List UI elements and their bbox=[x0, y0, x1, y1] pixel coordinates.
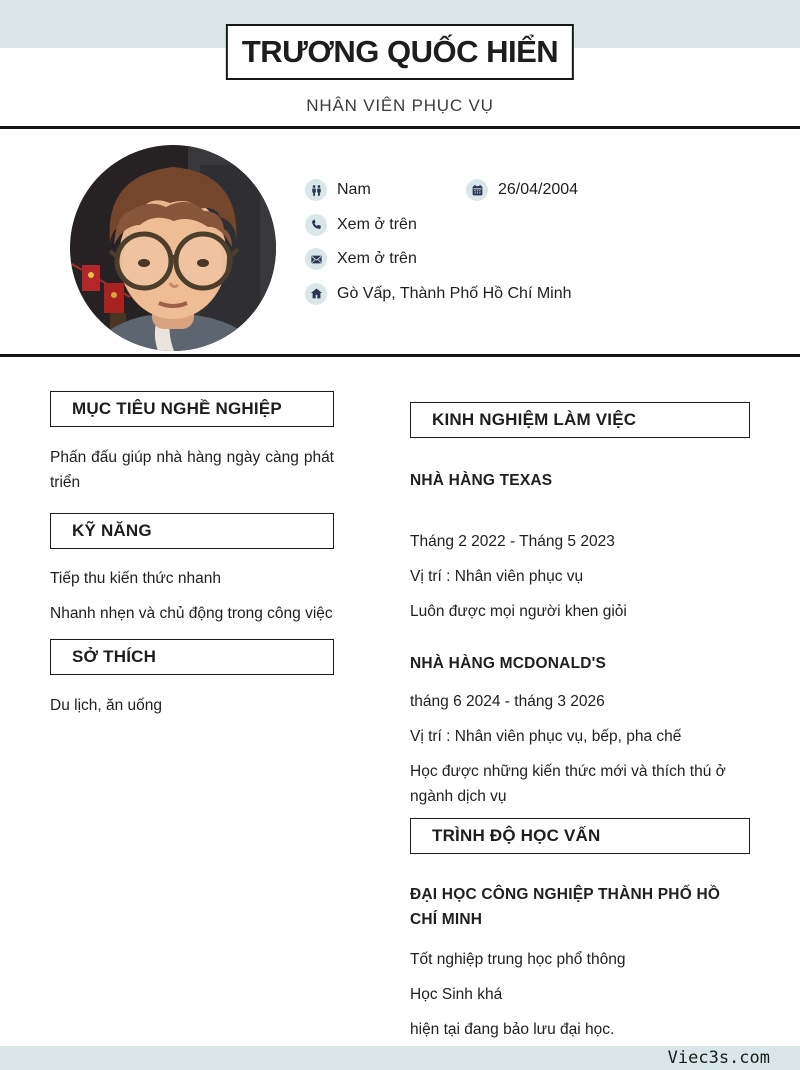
job-period: Tháng 2 2022 - Tháng 5 2023 bbox=[410, 533, 615, 550]
objective-text: Phấn đấu giúp nhà hàng ngày càng phát triển bbox=[50, 449, 334, 491]
job-description: Học được những kiến thức mới và thích thú ở ngành dịch vụ bbox=[410, 763, 726, 805]
profile-photo bbox=[70, 145, 276, 351]
mail-icon bbox=[305, 248, 327, 270]
section-heading-skills: KỸ NĂNG bbox=[50, 513, 334, 549]
footer-site-link[interactable]: Viec3s.com bbox=[667, 1048, 770, 1068]
job-position: Vị trí : Nhân viên phục vụ, bếp, pha chế bbox=[410, 728, 682, 745]
job-employer: NHÀ HÀNG TEXAS bbox=[410, 472, 553, 489]
info-row-gender-dob bbox=[305, 179, 775, 201]
section-heading-experience: KINH NGHIỆM LÀM VIỆC bbox=[410, 402, 750, 438]
skill-item: Nhanh nhẹn và chủ động trong công việc bbox=[50, 605, 333, 622]
education-item: Học Sinh khá bbox=[410, 986, 503, 1003]
job-employer: NHÀ HÀNG MCDONALD'S bbox=[410, 655, 607, 672]
email-value: Xem ở trên bbox=[337, 250, 417, 267]
address-value: Gò Vấp, Thành Phố Hồ Chí Minh bbox=[337, 284, 572, 302]
divider-middle bbox=[0, 354, 800, 357]
hobby-item: Du lịch, ăn uống bbox=[50, 697, 163, 714]
footer-bar bbox=[0, 1046, 800, 1070]
home-icon bbox=[305, 283, 327, 305]
skill-item: Tiếp thu kiến thức nhanh bbox=[50, 570, 221, 587]
job-position: Vị trí : Nhân viên phục vụ bbox=[410, 568, 584, 585]
job-title: NHÂN VIÊN PHỤC VỤ bbox=[306, 96, 494, 115]
education-item: hiện tại đang bảo lưu đại học. bbox=[410, 1021, 615, 1038]
info-row-phone bbox=[305, 214, 775, 236]
phone-value: Xem ở trên bbox=[337, 215, 417, 233]
education-school: ĐẠI HỌC CÔNG NGHIỆP THÀNH PHỐ HỒ CHÍ MINH bbox=[410, 886, 721, 928]
divider-top bbox=[0, 126, 800, 129]
right-column bbox=[410, 402, 750, 1042]
dob-value: 26/04/2004 bbox=[498, 181, 579, 198]
job-period: tháng 6 2024 - tháng 3 2026 bbox=[410, 693, 605, 710]
phone-icon bbox=[305, 214, 327, 236]
info-row-address bbox=[305, 283, 775, 305]
gender-value: Nam bbox=[337, 181, 371, 198]
section-heading-hobbies: SỞ THÍCH bbox=[50, 639, 334, 675]
page-title: TRƯƠNG QUỐC HIỂN bbox=[226, 24, 574, 80]
calendar-icon bbox=[466, 179, 488, 201]
education-item: Tốt nghiệp trung học phổ thông bbox=[410, 951, 626, 968]
info-row-email bbox=[305, 248, 775, 270]
gender-icon bbox=[305, 179, 327, 201]
job-description: Luôn được mọi người khen giỏi bbox=[410, 603, 627, 620]
left-column bbox=[50, 391, 334, 718]
section-heading-objective: MỤC TIÊU NGHỀ NGHIỆP bbox=[50, 391, 334, 427]
contact-info bbox=[305, 179, 775, 305]
section-heading-education: TRÌNH ĐỘ HỌC VẤN bbox=[410, 818, 750, 854]
